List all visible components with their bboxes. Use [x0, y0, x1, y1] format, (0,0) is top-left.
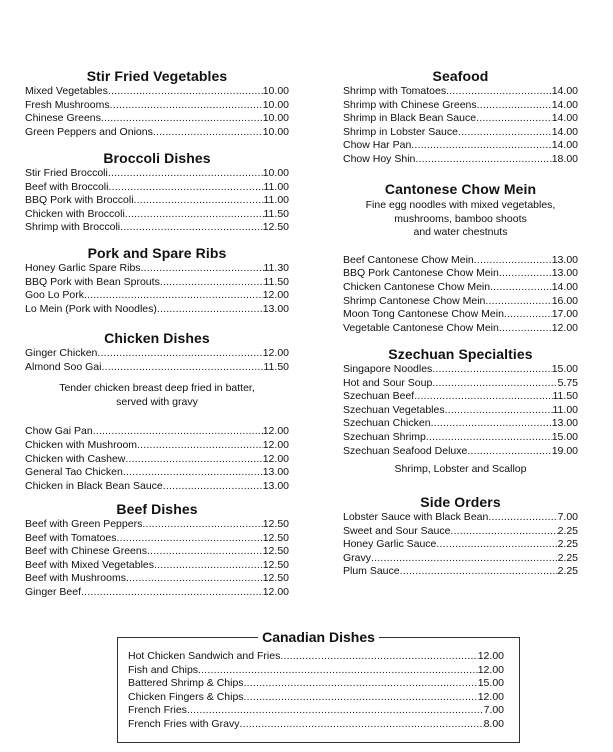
menu-item	[343, 552, 578, 566]
item-price: 16.00	[551, 294, 578, 307]
item-name: Lobster Sauce with Black Bean	[343, 511, 489, 523]
item-price: 12.00	[262, 585, 289, 598]
item-price: 14.00	[551, 280, 578, 293]
section-note	[343, 463, 578, 477]
item-price: 12.50	[262, 221, 289, 234]
item-price: 13.00	[551, 417, 578, 430]
dot-leader	[154, 559, 263, 573]
item-name: Mixed Vegetables	[25, 85, 108, 97]
dot-leader	[476, 112, 552, 126]
item-name: Beef with Mushrooms	[25, 572, 126, 585]
item-price: 7.00	[483, 704, 504, 717]
item-name: Ginger Chicken	[25, 347, 98, 359]
item-name: Fish and Chips	[128, 663, 199, 676]
item-name: Beef Cantonese Chow Mein	[343, 253, 474, 266]
item-list	[25, 167, 289, 235]
item-price: 15.00	[551, 430, 578, 443]
menu-item	[25, 572, 289, 586]
item-price: 12.00	[477, 663, 504, 676]
menu-item	[343, 565, 578, 579]
menu-item	[343, 153, 578, 167]
item-name: Chicken with Mushroom	[25, 438, 138, 451]
item-name: Shrimp in Lobster Sauce	[343, 125, 458, 138]
item-price: 7.00	[557, 511, 578, 523]
menu-item	[25, 112, 289, 126]
menu-item	[25, 453, 289, 467]
item-name: General Tao Chicken	[25, 466, 123, 479]
item-list	[25, 347, 289, 374]
item-list	[25, 518, 289, 600]
dot-leader	[499, 267, 552, 281]
item-price: 13.00	[551, 253, 578, 266]
dot-leader	[134, 194, 264, 208]
item-price: 12.00	[551, 321, 578, 334]
menu-item	[25, 289, 289, 303]
dot-leader	[101, 361, 263, 375]
item-price: 13.00	[262, 302, 289, 315]
item-price: 14.00	[551, 85, 578, 97]
item-price: 14.00	[551, 98, 578, 111]
menu-item	[25, 208, 289, 222]
item-price: 12.50	[262, 572, 289, 585]
dot-leader	[142, 518, 262, 532]
section-title: Cantonese Chow Mein	[384, 181, 537, 197]
item-price: 12.00	[262, 425, 289, 438]
menu-item	[343, 445, 578, 459]
dot-leader	[93, 425, 263, 439]
item-price: 11.50	[552, 390, 578, 403]
dot-leader	[477, 99, 552, 113]
item-price: 11.50	[263, 207, 289, 220]
menu-item	[343, 295, 578, 309]
section-title: Canadian Dishes	[258, 629, 379, 645]
dot-leader	[400, 565, 558, 579]
item-name: Szechuan Vegetables	[343, 403, 445, 416]
menu-item	[25, 559, 289, 573]
dot-leader	[431, 417, 552, 431]
item-name: Plum Sauce	[343, 565, 400, 578]
item-name: Shrimp with Tomatoes	[343, 85, 447, 97]
item-price: 11.00	[263, 180, 289, 193]
item-price: 10.00	[262, 167, 289, 179]
dot-leader	[157, 303, 263, 317]
menu-item	[25, 126, 289, 140]
note-line: Fine egg noodles with mixed vegetables,	[365, 199, 556, 211]
item-price: 15.00	[551, 363, 578, 375]
item-price: 12.50	[262, 531, 289, 544]
item-name: Beef with Broccoli	[25, 180, 109, 193]
item-price: 11.50	[263, 360, 289, 373]
box-title	[118, 628, 519, 647]
section-title: Szechuan Specialties	[388, 346, 533, 362]
item-name: French Fries	[128, 704, 187, 717]
item-name: Szechuan Shrimp	[343, 430, 426, 443]
menu-item	[343, 308, 578, 322]
dot-leader	[108, 85, 263, 99]
item-price: 11.00	[263, 194, 289, 207]
menu-item	[128, 650, 504, 664]
item-name: Szechuan Beef	[343, 390, 415, 403]
dot-leader	[280, 650, 477, 664]
item-price: 11.50	[263, 275, 289, 288]
section-note	[343, 199, 578, 240]
dot-leader	[244, 691, 478, 705]
item-price: 5.75	[557, 376, 578, 389]
menu-item	[343, 404, 578, 418]
item-price: 2.25	[557, 538, 578, 551]
dot-leader	[432, 377, 557, 391]
section-note	[25, 382, 289, 409]
item-price: 11.00	[552, 403, 578, 416]
section-title: Side Orders	[420, 494, 501, 510]
menu-item	[343, 322, 578, 336]
item-list	[25, 85, 289, 139]
section-title: Broccoli Dishes	[103, 150, 211, 166]
menu-item	[343, 431, 578, 445]
item-name: Chinese Greens	[25, 112, 101, 125]
dot-leader	[101, 112, 263, 126]
dot-leader	[187, 704, 484, 718]
dot-leader	[108, 167, 263, 181]
item-name: Goo Lo Pork	[25, 289, 84, 302]
dot-leader	[84, 289, 263, 303]
item-name: Honey Garlic Spare Ribs	[25, 262, 141, 274]
section-title: Chicken Dishes	[104, 330, 210, 346]
item-name: Chow Hoy Shin	[343, 152, 416, 165]
item-name: Chicken with Cashew	[25, 452, 126, 465]
section-beef-dishes	[25, 500, 289, 600]
dot-leader	[116, 532, 262, 546]
dot-leader	[160, 276, 264, 290]
dot-leader	[450, 525, 557, 539]
item-price: 13.00	[262, 466, 289, 479]
menu-item	[25, 303, 289, 317]
menu-item	[343, 377, 578, 391]
item-name: Vegetable Cantonese Chow Mein	[343, 321, 499, 334]
item-name: BBQ Pork with Broccoli	[25, 194, 134, 207]
item-price: 12.00	[262, 289, 289, 302]
dot-leader	[244, 677, 478, 691]
item-list	[128, 650, 504, 732]
dot-leader	[467, 445, 551, 459]
item-price: 19.00	[551, 444, 578, 457]
item-name: Hot and Sour Soup	[343, 376, 433, 389]
item-price: 2.25	[557, 524, 578, 537]
dot-leader	[125, 208, 264, 222]
dot-leader	[504, 308, 552, 322]
menu-item	[343, 511, 578, 525]
item-price: 12.00	[477, 690, 504, 703]
item-list	[343, 85, 578, 167]
menu-item	[25, 276, 289, 290]
dot-leader	[125, 453, 262, 467]
item-price: 11.30	[263, 262, 289, 274]
section-szechuan-specialties	[343, 345, 578, 477]
item-price: 10.00	[262, 98, 289, 111]
note-line: served with gravy	[116, 395, 198, 408]
dot-leader	[126, 572, 263, 586]
dot-leader	[163, 480, 263, 494]
menu-item	[343, 139, 578, 153]
menu-item	[25, 347, 289, 361]
item-name: Beef with Green Peppers	[25, 518, 143, 530]
section-stir-fried-vegetables	[25, 67, 289, 139]
item-price: 2.25	[557, 565, 578, 578]
item-name: Almond Soo Gai	[25, 360, 102, 373]
item-price: 2.25	[557, 551, 578, 564]
item-price: 17.00	[551, 308, 578, 321]
menu-item	[343, 281, 578, 295]
dot-leader	[499, 322, 552, 336]
menu-item	[343, 99, 578, 113]
item-name: Shrimp with Broccoli	[25, 221, 121, 234]
dot-leader	[436, 538, 557, 552]
item-price: 15.00	[477, 677, 504, 690]
menu-item	[128, 718, 504, 732]
dot-leader	[141, 262, 264, 276]
menu-item	[25, 466, 289, 480]
dot-leader	[488, 511, 557, 525]
item-name: Chow Gai Pan	[25, 425, 93, 438]
dot-leader	[110, 99, 263, 113]
menu-item	[343, 363, 578, 377]
item-list	[343, 254, 578, 336]
dot-leader	[426, 431, 552, 445]
item-price: 10.00	[262, 85, 289, 97]
item-name: Moon Tong Cantonese Chow Mein	[343, 308, 504, 321]
item-name: Honey Garlic Sauce	[343, 538, 437, 551]
item-price: 10.00	[262, 125, 289, 138]
item-name: Fresh Mushrooms	[25, 98, 110, 111]
menu-item	[343, 254, 578, 268]
item-price: 12.00	[477, 650, 504, 662]
note-line: Tender chicken breast deep fried in batter,	[59, 382, 255, 395]
section-title: Pork and Spare Ribs	[87, 245, 227, 261]
section-title: Stir Fried Vegetables	[86, 68, 228, 84]
item-name: BBQ Pork Cantonese Chow Mein	[343, 267, 499, 280]
section-broccoli-dishes	[25, 149, 289, 235]
menu-item	[25, 361, 289, 375]
item-name: Shrimp Cantonese Chow Mein	[343, 294, 486, 307]
item-name: Chicken Cantonese Chow Mein	[343, 280, 491, 293]
section-seafood	[343, 67, 578, 167]
item-name: Beef with Mixed Vegetables	[25, 558, 154, 571]
dot-leader	[137, 439, 263, 453]
menu-item	[25, 194, 289, 208]
section-title: Seafood	[432, 68, 489, 84]
item-price: 14.00	[551, 112, 578, 125]
menu-item	[25, 586, 289, 600]
menu-item	[25, 545, 289, 559]
note-line: and water chestnuts	[413, 226, 508, 239]
item-list	[343, 511, 578, 579]
menu-item	[343, 417, 578, 431]
item-name: Szechuan Seafood Deluxe	[343, 444, 468, 457]
dot-leader	[411, 139, 551, 153]
menu-item	[25, 532, 289, 546]
item-name: Chicken Fingers & Chips	[128, 690, 244, 703]
item-list	[25, 262, 289, 316]
section-cantonese-chow-mein	[343, 180, 578, 335]
dot-leader	[153, 126, 263, 140]
menu-item	[25, 480, 289, 494]
menu-item	[25, 439, 289, 453]
menu-item	[343, 126, 578, 140]
item-name: Ginger Beef	[25, 585, 82, 598]
menu-item	[25, 167, 289, 181]
section-pork-and-spare-ribs	[25, 244, 289, 316]
item-price: 14.00	[551, 125, 578, 138]
item-price: 13.00	[262, 479, 289, 492]
item-price: 12.00	[262, 347, 289, 359]
dot-leader	[474, 254, 552, 268]
item-name: Szechuan Chicken	[343, 417, 431, 430]
menu-item	[25, 425, 289, 439]
item-list	[343, 363, 578, 458]
item-name: Hot Chicken Sandwich and Fries	[128, 650, 281, 662]
item-name: Singapore Noodles	[343, 363, 433, 375]
menu-item	[343, 112, 578, 126]
dot-leader	[415, 153, 551, 167]
canadian-dishes-box	[117, 629, 520, 743]
item-name: Lo Mein (Pork with Noodles)	[25, 302, 157, 315]
item-price: 12.50	[262, 518, 289, 530]
menu-item	[25, 221, 289, 235]
item-name: Beef with Tomatoes	[25, 531, 117, 544]
section-title: Beef Dishes	[116, 501, 198, 517]
item-price: 12.00	[262, 438, 289, 451]
dot-leader	[147, 545, 263, 559]
item-list	[25, 425, 289, 493]
item-price: 8.00	[483, 717, 504, 730]
item-name: Stir Fried Broccoli	[25, 167, 108, 179]
item-price: 18.00	[551, 152, 578, 165]
note-line: mushrooms, bamboo shoots	[394, 212, 527, 225]
item-name: Green Peppers and Onions	[25, 125, 153, 138]
dot-leader	[458, 126, 552, 140]
dot-leader	[198, 664, 478, 678]
menu-item	[25, 85, 289, 99]
item-price: 13.00	[551, 267, 578, 280]
item-price: 14.00	[551, 139, 578, 152]
item-name: BBQ Pork with Bean Sprouts	[25, 275, 160, 288]
menu-item	[128, 664, 504, 678]
dot-leader	[108, 181, 263, 195]
dot-leader	[123, 466, 263, 480]
item-name: Sweet and Sour Sauce	[343, 524, 451, 537]
dot-leader	[81, 586, 263, 600]
dot-leader	[445, 404, 553, 418]
item-name: Chicken in Black Bean Sauce	[25, 479, 163, 492]
item-name: Gravy	[343, 551, 372, 564]
item-price: 10.00	[262, 112, 289, 125]
menu-item	[25, 181, 289, 195]
dot-leader	[490, 281, 552, 295]
dot-leader	[432, 363, 551, 377]
menu-item	[128, 691, 504, 705]
item-name: Chicken with Broccoli	[25, 207, 125, 220]
menu-item	[343, 267, 578, 281]
item-name: Chow Har Pan	[343, 139, 412, 152]
menu-item	[128, 704, 504, 718]
dot-leader	[414, 390, 552, 404]
dot-leader	[239, 718, 483, 732]
menu-item	[343, 85, 578, 99]
dot-leader	[97, 347, 262, 361]
dot-leader	[371, 552, 558, 566]
dot-leader	[120, 221, 263, 235]
dot-leader	[485, 295, 551, 309]
item-name: Beef with Chinese Greens	[25, 545, 147, 558]
item-price: 12.00	[262, 452, 289, 465]
item-name: Shrimp with Chinese Greens	[343, 98, 477, 111]
menu-item	[25, 518, 289, 532]
item-name: Shrimp in Black Bean Sauce	[343, 112, 477, 125]
menu-item	[343, 525, 578, 539]
menu-item	[25, 99, 289, 113]
menu-item	[343, 538, 578, 552]
item-price: 12.50	[262, 545, 289, 558]
dot-leader	[446, 85, 552, 99]
note-line: Shrimp, Lobster and Scallop	[394, 463, 527, 476]
section-chicken-dishes	[25, 329, 289, 493]
menu-item	[128, 677, 504, 691]
menu-item	[343, 390, 578, 404]
item-name: French Fries with Gravy	[128, 717, 240, 730]
menu-item	[25, 262, 289, 276]
item-name: Battered Shrimp & Chips	[128, 677, 244, 690]
section-side-orders	[343, 493, 578, 579]
item-price: 12.50	[262, 558, 289, 571]
